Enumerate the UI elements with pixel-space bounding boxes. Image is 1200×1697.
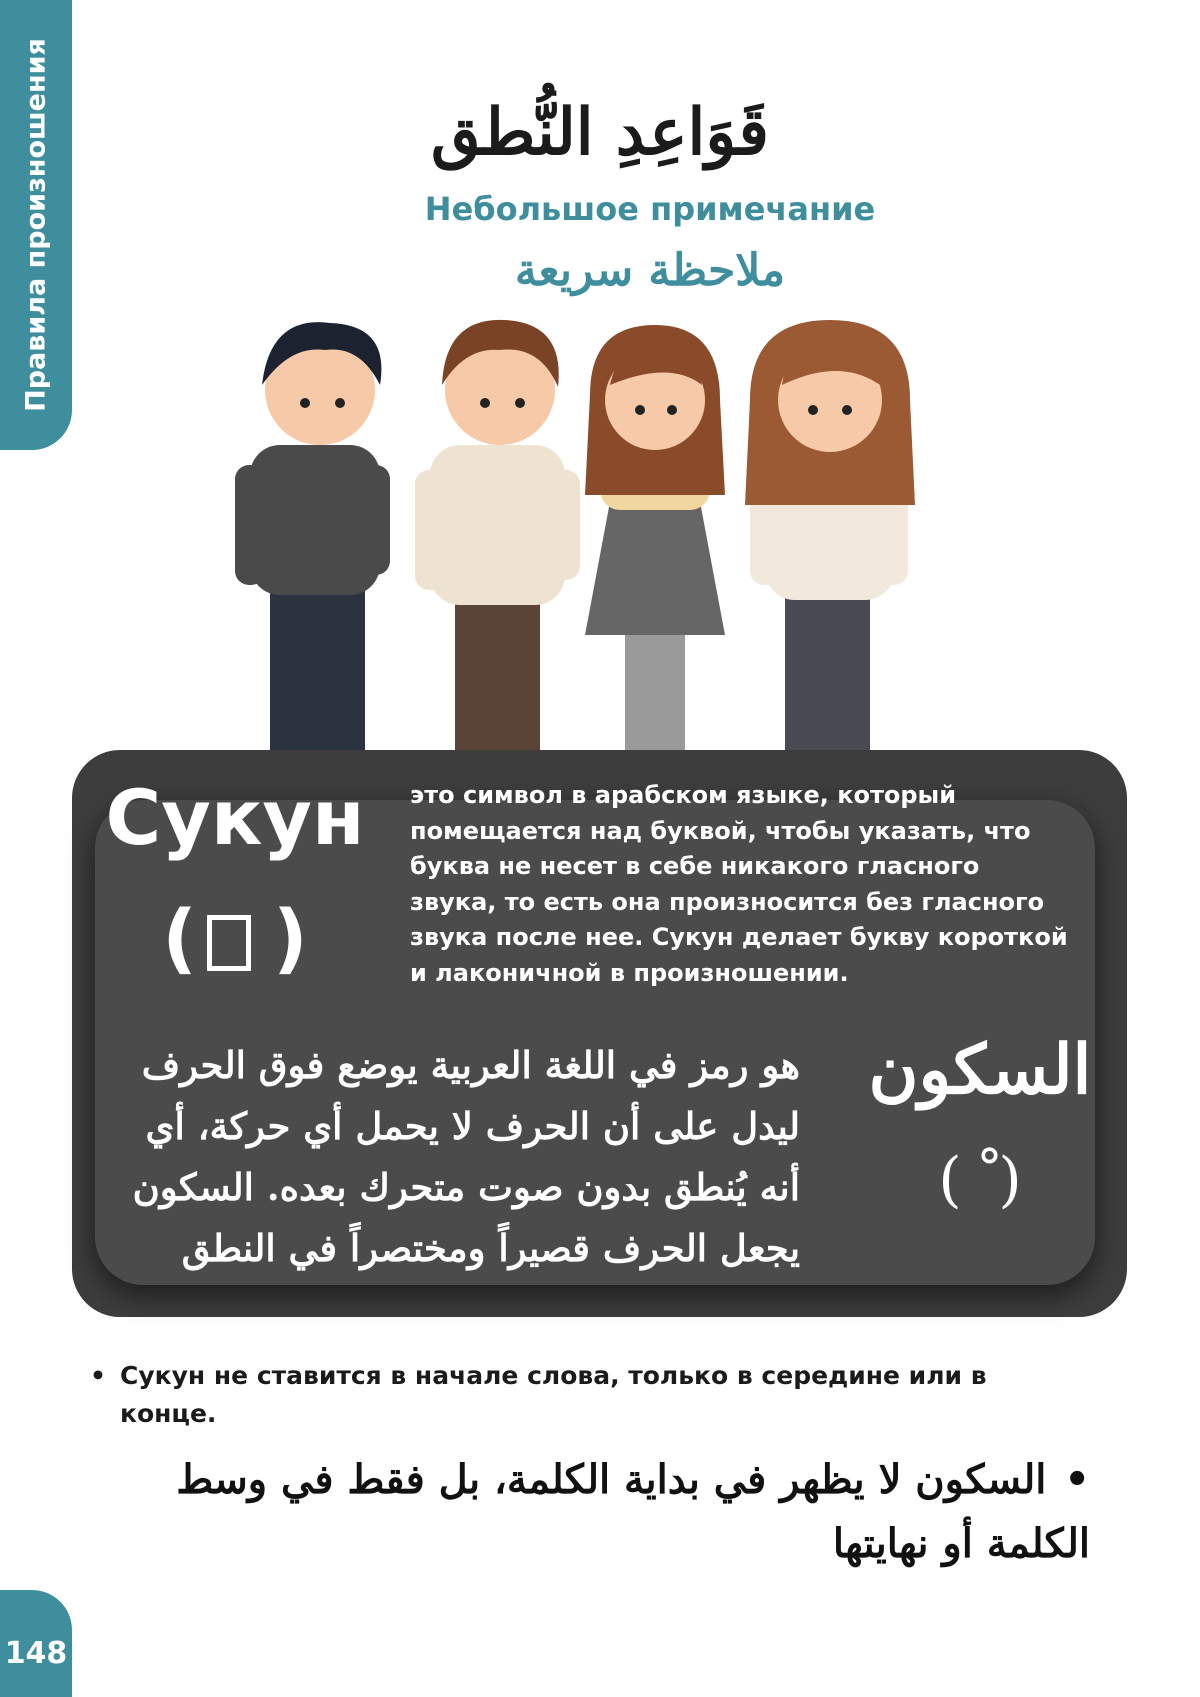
bullet-russian	[90, 1357, 1080, 1433]
term-russian-symbol: ( )	[162, 893, 308, 982]
side-tab-label: Правила произношения	[20, 38, 52, 412]
page-number: 148	[0, 1590, 72, 1697]
bullet-dot-icon: •	[1064, 1457, 1090, 1503]
term-arabic: السكون	[868, 1030, 1092, 1110]
page-title-arabic: قَوَاعِدِ النُّطق	[431, 95, 769, 170]
missing-glyph-icon	[207, 915, 251, 971]
child-3	[585, 325, 725, 755]
description-arabic: هو رمز في اللغة العربية يوضع فوق الحرف ليدل على أن الحرف لا يحمل أي حركة، أي أنه يُنطق بدون صوت متحرك بعده. السكون يجعل الحرف قصيراً ومختصراً في النطق	[132, 1043, 800, 1270]
child-2	[415, 320, 580, 755]
term-russian: Сукун	[105, 773, 365, 862]
subtitle-russian: Небольшое примечание	[424, 190, 876, 228]
bullet-dot-icon: •	[90, 1361, 106, 1390]
bullet-arabic	[90, 1448, 1090, 1576]
term-arabic-symbol: ( ْ )	[938, 1145, 1022, 1215]
description-russian: это символ в арабском языке, который помещается над буквой, чтобы указать, что буква не несет в себе никакого гласного звука, то есть она произносится без гласного звука после нее. Сукун делает букву короткой и лаконичной в произношении.	[410, 781, 1068, 987]
child-1	[235, 322, 390, 755]
child-4	[745, 320, 915, 755]
bullet-russian-text: Сукун не ставится в начале слова, только в середине или в конце.	[120, 1361, 987, 1428]
children-illustration	[230, 305, 990, 755]
subtitle-arabic: ملاحظة سريعة	[514, 245, 786, 296]
bullet-arabic-text: السكون لا يظهر في بداية الكلمة، بل فقط في وسط الكلمة أو نهايتها	[176, 1456, 1090, 1567]
